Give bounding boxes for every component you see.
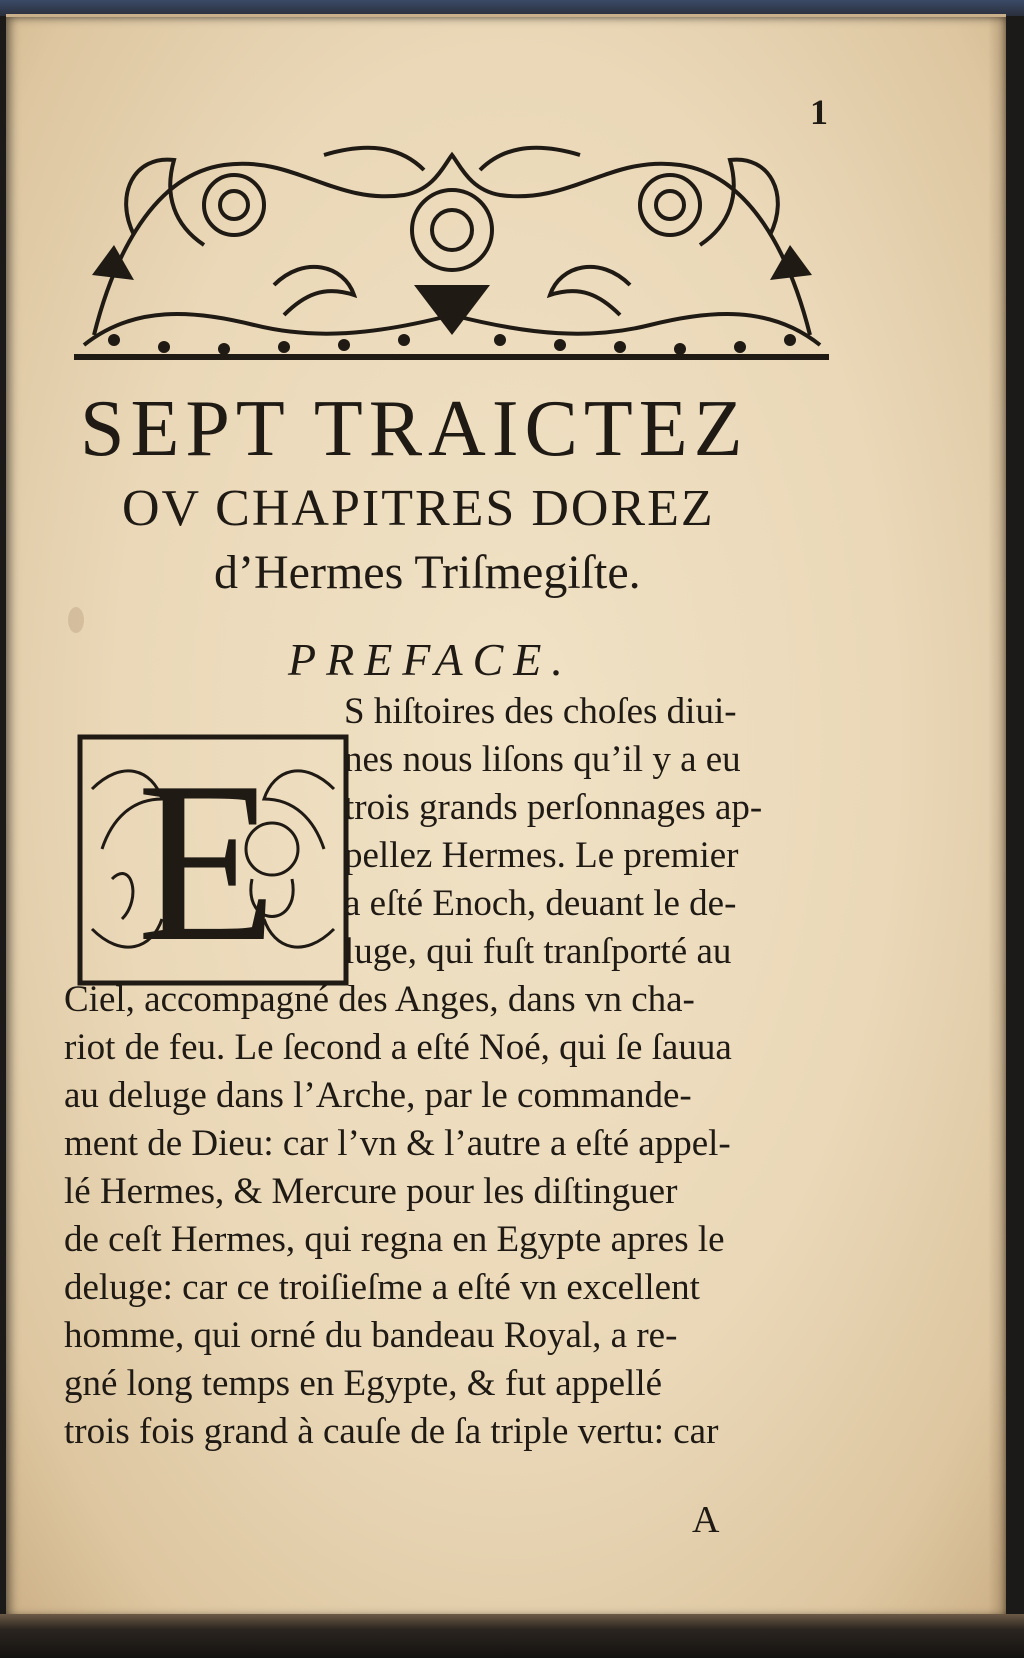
body-line: riot de feu. Le ſecond a eſté Noé, qui ſe ſauua — [64, 1027, 732, 1068]
bottom-shadow-strip — [0, 1614, 1024, 1658]
woodcut-headpiece-ornament — [74, 135, 829, 367]
title-line-3: d’Hermes Triſmegiſte. — [214, 546, 641, 599]
body-line: trois grands perſonnages ap- — [344, 787, 763, 828]
body-line: deluge: car ce troiſieſme a eſté vn excellent — [64, 1267, 700, 1308]
paper-stain — [68, 607, 84, 633]
title-line-1: SEPT TRAICTEZ — [80, 385, 749, 473]
body-line: au deluge dans l’Arche, par le commande- — [64, 1075, 692, 1116]
book-page — [6, 14, 1006, 1617]
body-line: trois fois grand à cauſe de ſa triple vertu: car — [64, 1411, 719, 1452]
decorated-initial-E — [72, 729, 354, 991]
body-line: S hiſtoires des choſes diui- — [344, 691, 737, 732]
body-line: a eſté Enoch, deuant le de- — [344, 883, 737, 924]
preface-heading: PREFACE. — [288, 634, 573, 685]
initial-letter-glyph: E — [136, 734, 278, 989]
page-number: 1 — [810, 92, 828, 132]
body-line: Ciel, accompagné des Anges, dans vn cha- — [64, 979, 695, 1020]
body-line: de ceſt Hermes, qui regna en Egypte apres le — [64, 1219, 725, 1260]
title-line-2: OV CHAPITRES DOREZ — [122, 480, 715, 537]
body-line: ment de Dieu: car l’vn & l’autre a eſté appel- — [64, 1123, 731, 1164]
body-line: pellez Hermes. Le premier — [344, 835, 739, 876]
body-line: lé Hermes, & Mercure pour les diſtinguer — [64, 1171, 678, 1212]
body-line: luge, qui fuſt tranſporté au — [344, 931, 732, 972]
signature-mark: A — [692, 1499, 720, 1541]
body-line: nes nous liſons qu’il y a eu — [344, 739, 741, 780]
body-line: gné long temps en Egypte, & fut appellé — [64, 1363, 663, 1404]
body-line: homme, qui orné du bandeau Royal, a re- — [64, 1315, 678, 1356]
page-edge-shadow — [988, 17, 1006, 1617]
